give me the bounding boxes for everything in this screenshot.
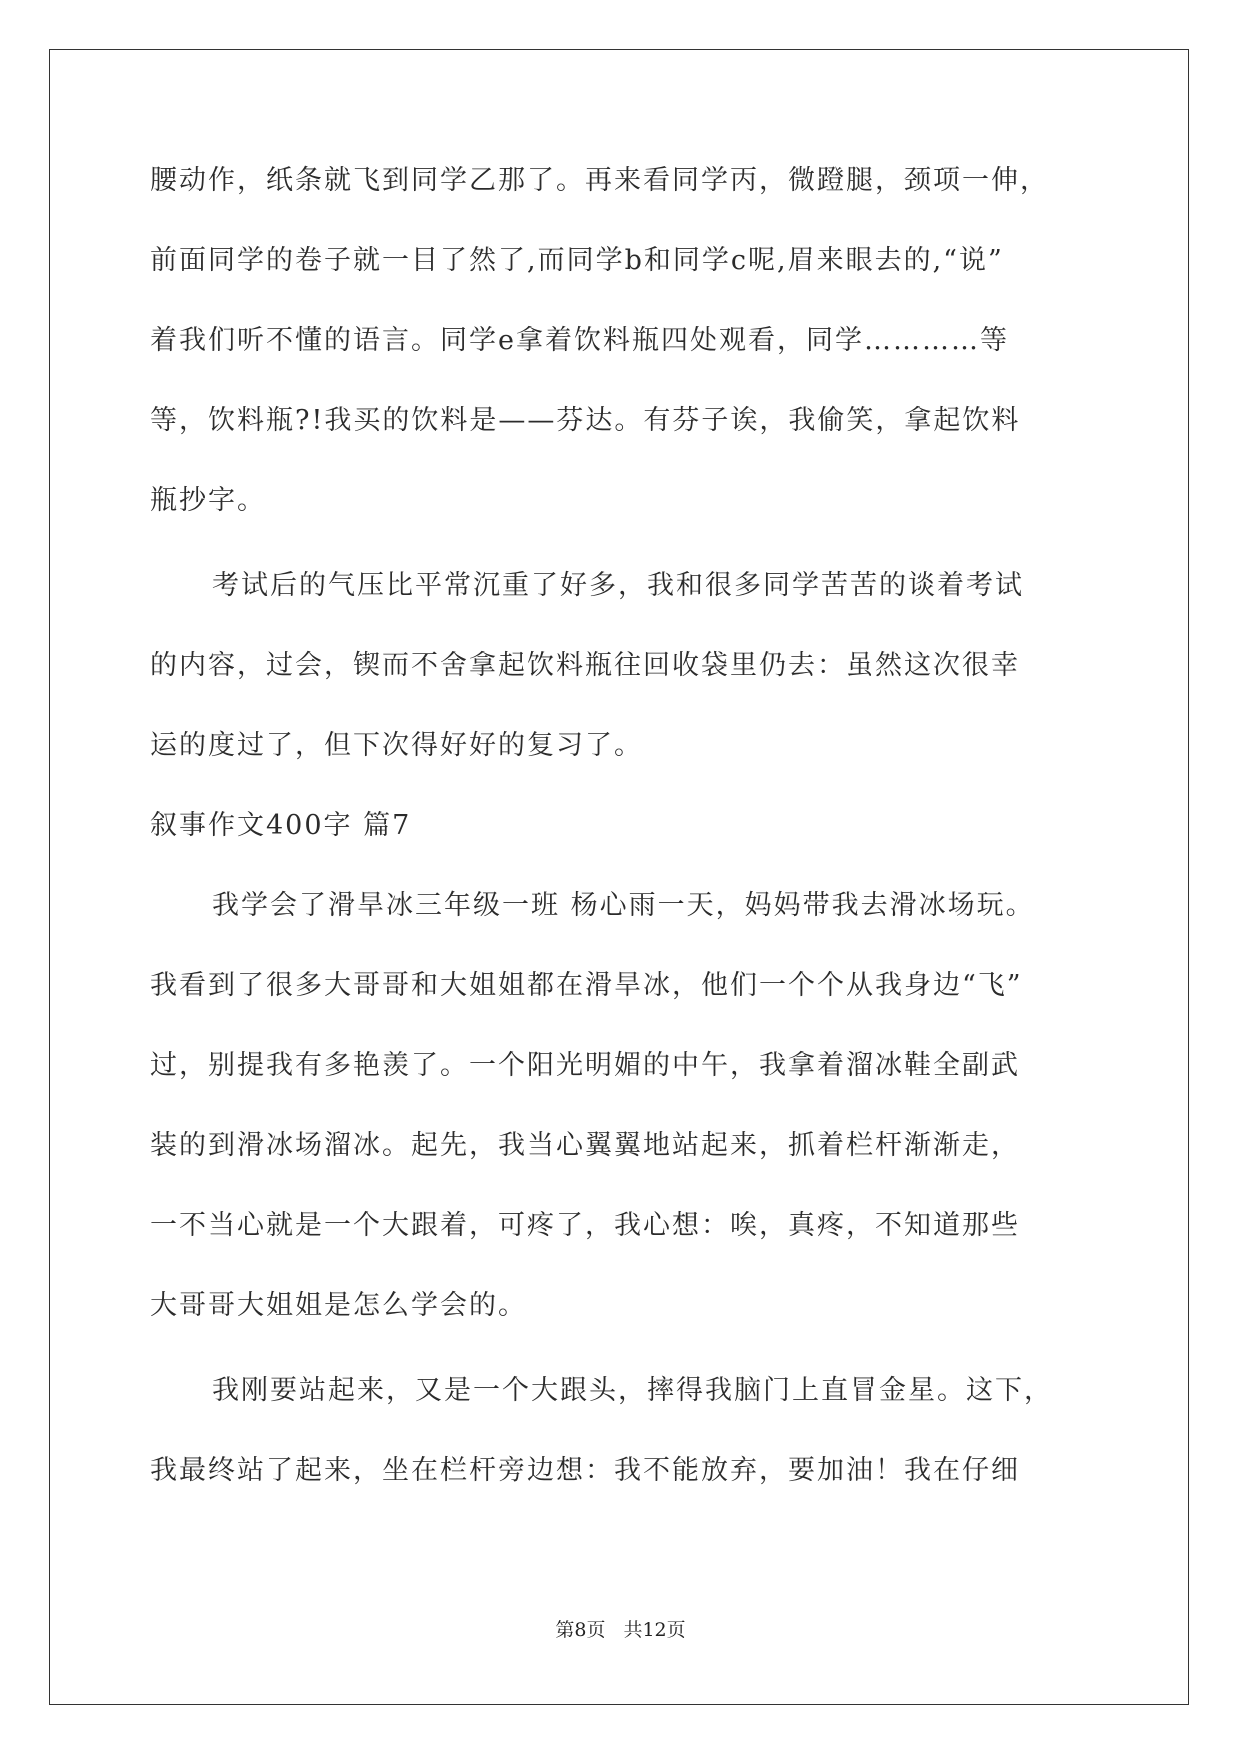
paragraph-line: 运的度过了，但下次得好好的复习了。 [150, 730, 643, 761]
page-number: 第8页 [555, 1619, 606, 1641]
page-total: 共12页 [623, 1619, 686, 1641]
paragraph-line: 装的到滑冰场溜冰。起先，我当心翼翼地站起来，抓着栏杆渐渐走， [150, 1130, 1020, 1161]
paragraph-line: 着我们听不懂的语言。同学e拿着饮料瓶四处观看，同学…………等 [150, 325, 1009, 356]
paragraph-line: 瓶抄字。 [150, 485, 266, 516]
page-footer [0, 1615, 1241, 1642]
paragraph-line: 我最终站了起来，坐在栏杆旁边想：我不能放弃，要加油！我在仔细 [150, 1455, 1020, 1486]
paragraph-line: 过，别提我有多艳羡了。一个阳光明媚的中午，我拿着溜冰鞋全副武 [150, 1050, 1020, 1081]
paragraph-line: 前面同学的卷子就一目了然了,而同学b和同学c呢,眉来眼去的,“说” [150, 245, 1004, 276]
paragraph-line: 我学会了滑旱冰三年级一班 杨心雨一天，妈妈带我去滑冰场玩。 [212, 890, 1035, 921]
paragraph-line: 我刚要站起来，又是一个大跟头，摔得我脑门上直冒金星。这下， [212, 1375, 1053, 1406]
paragraph-line: 等，饮料瓶?!我买的饮料是——芬达。有芬子诶，我偷笑，拿起饮料 [150, 405, 1021, 436]
paragraph-line: 一不当心就是一个大跟着，可疼了，我心想：唉，真疼，不知道那些 [150, 1210, 1020, 1241]
paragraph-line: 我看到了很多大哥哥和大姐姐都在滑旱冰，他们一个个从我身边“飞” [150, 970, 1023, 1001]
paragraph-line: 大哥哥大姐姐是怎么学会的。 [150, 1290, 527, 1321]
paragraph-line: 腰动作，纸条就飞到同学乙那了。再来看同学丙，微蹬腿，颈项一伸， [150, 165, 1049, 196]
paragraph-line: 的内容，过会，锲而不舍拿起饮料瓶往回收袋里仍去：虽然这次很幸 [150, 650, 1020, 681]
section-heading: 叙事作文400字 篇7 [150, 810, 412, 841]
paragraph-line: 考试后的气压比平常沉重了好多，我和很多同学苦苦的谈着考试 [212, 570, 1024, 601]
